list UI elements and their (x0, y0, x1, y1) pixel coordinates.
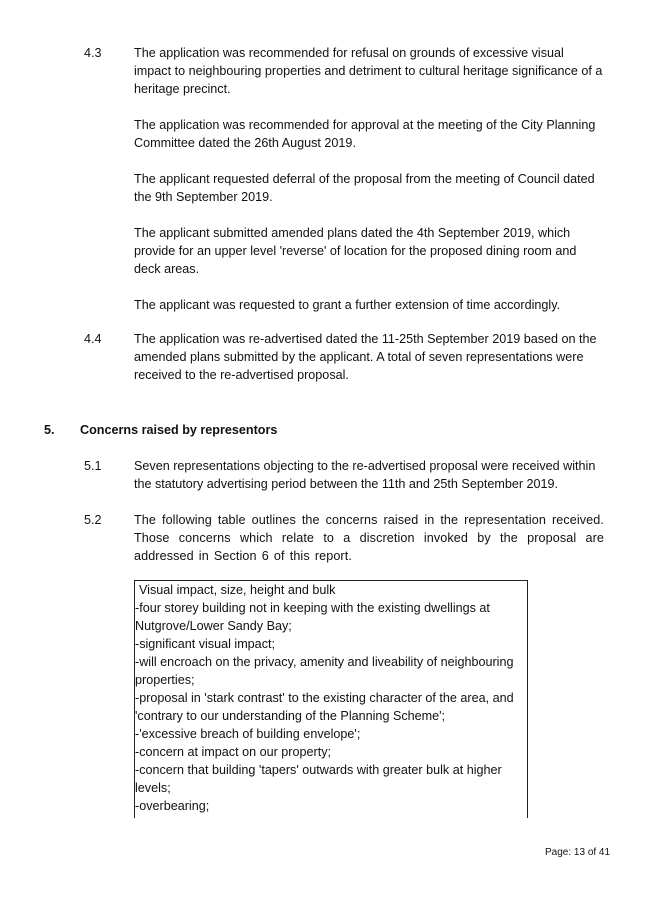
page-number: Page: 13 of 41 (545, 847, 611, 858)
clause-paragraph: Seven representations objecting to the re-advertised proposal were received within the statutory advertising period between the 11th and 25th September 2019. (134, 459, 596, 491)
clause-paragraph: The applicant requested deferral of the proposal from the meeting of Council dated the 9th September 2019. (134, 172, 595, 204)
concerns-table-line: properties; (135, 673, 195, 687)
clause-paragraph: The applicant submitted amended plans dated the 4th September 2019, which provide for an upper level 'reverse' of location for the proposed dining room and deck areas. (134, 226, 577, 276)
clause-paragraph: The application was recommended for approval at the meeting of the City Planning Committee dated the 26th August 2019. (134, 118, 596, 150)
concerns-table-line: Nutgrove/Lower Sandy Bay; (135, 619, 292, 633)
concerns-table-line: 'contrary to our understanding of the Planning Scheme'; (135, 709, 446, 723)
concerns-table-line: -proposal in 'stark contrast' to the existing character of the area, and (135, 691, 514, 705)
clause-paragraph: The applicant was requested to grant a further extension of time accordingly. (134, 298, 561, 312)
concerns-table-line: -significant visual impact; (135, 637, 275, 651)
clause-paragraph: The following table outlines the concerns raised in the representation received. Those concerns which relate to a discretion invoked by the proposal are addressed in Section 6 of this report. (134, 513, 604, 563)
concerns-table-line: -concern at impact on our property; (135, 745, 331, 759)
concerns-table-heading: Visual impact, size, height and bulk (139, 583, 336, 597)
clause-paragraph: The application was recommended for refusal on grounds of excessive visual impact to neighbouring properties and detriment to cultural heritage significance of a heritage precinct. (134, 46, 603, 96)
clause-number: 4.4 (84, 332, 102, 346)
concerns-table-line: -overbearing; (135, 799, 210, 813)
clause-number: 5.2 (84, 513, 102, 527)
clause-number: 5.1 (84, 459, 102, 473)
concerns-table-line: -concern that building 'tapers' outwards with greater bulk at higher (135, 763, 502, 777)
section-title: Concerns raised by representors (80, 423, 278, 437)
clause-paragraph: The application was re-advertised dated the 11-25th September 2019 based on the amended plans submitted by the applicant. A total of seven representations were received to the re-advertised proposal. (134, 332, 597, 382)
concerns-table-line: -will encroach on the privacy, amenity and liveability of neighbouring (135, 655, 514, 669)
concerns-table (134, 580, 528, 818)
concerns-table-line: -four storey building not in keeping with the existing dwellings at (135, 601, 490, 615)
section-number: 5. (44, 423, 55, 437)
concerns-table-line: levels; (135, 781, 171, 795)
concerns-table-line: -'excessive breach of building envelope'; (135, 727, 361, 741)
clause-number: 4.3 (84, 46, 102, 60)
